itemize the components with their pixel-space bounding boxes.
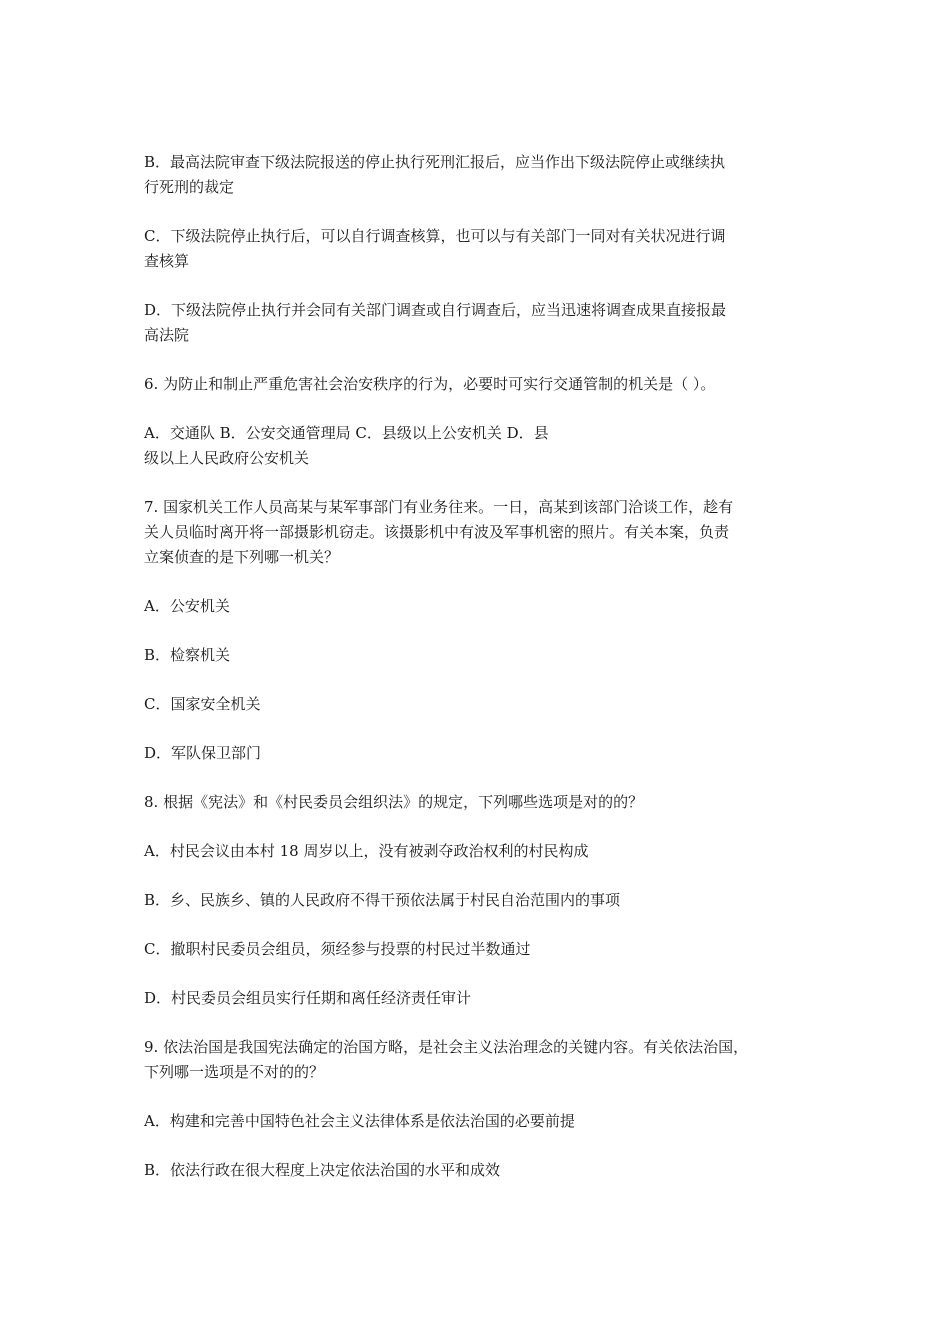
text-line: 级以上人民政府公安机关	[144, 449, 310, 467]
text-line: B．检察机关	[144, 646, 231, 664]
text-line: 6. 为防止和制止严重危害社会治安秩序的行为，必要时可实行交通管制的机关是（ ）。	[144, 375, 716, 393]
paragraph	[144, 1109, 820, 1134]
paragraph	[144, 888, 820, 913]
text-line: D．村民委员会组员实行任期和离任经济责任审计	[144, 989, 472, 1007]
text-line: A．村民会议由本村 18 周岁以上，没有被剥夺政治权利的村民构成	[144, 842, 589, 860]
paragraph	[144, 790, 820, 815]
text-line: 高法院	[144, 326, 190, 344]
text-line: 下列哪一选项是不对的的？	[144, 1063, 325, 1081]
text-line: A．构建和完善中国特色社会主义法律体系是依法治国的必要前提	[144, 1112, 575, 1130]
text-line: 立案侦查的是下列哪一机关？	[144, 548, 340, 566]
paragraph	[144, 224, 820, 274]
text-line: B．最高法院审查下级法院报送的停止执行死刑汇报后，应当作出下级法院停止或继续执	[144, 153, 726, 171]
text-line: 行死刑的裁定	[144, 178, 235, 196]
text-line: 7. 国家机关工作人员高某与某军事部门有业务往来。一日，高某到该部门洽谈工作，趁有	[144, 498, 734, 516]
document-body	[144, 150, 820, 1207]
paragraph	[144, 1035, 820, 1085]
paragraph	[144, 1158, 820, 1183]
paragraph	[144, 643, 820, 668]
text-line: 查核算	[144, 252, 190, 270]
paragraph	[144, 594, 820, 619]
text-line: B．依法行政在很大程度上决定依法治国的水平和成效	[144, 1161, 501, 1179]
text-line: D．军队保卫部门	[144, 744, 262, 762]
paragraph	[144, 372, 820, 397]
text-line: A．公安机关	[144, 597, 230, 615]
text-line: C．撤职村民委员会组员，须经参与投票的村民过半数通过	[144, 940, 531, 958]
paragraph	[144, 495, 820, 570]
text-line: 关人员临时离开将一部摄影机窃走。该摄影机中有波及军事机密的照片。有关本案，负责	[144, 523, 730, 541]
paragraph	[144, 150, 820, 200]
paragraph	[144, 986, 820, 1011]
paragraph	[144, 741, 820, 766]
paragraph	[144, 839, 820, 864]
text-line: 9. 依法治国是我国宪法确定的治国方略，是社会主义法治理念的关键内容。有关依法治国，	[144, 1038, 749, 1056]
text-line: 8. 根据《宪法》和《村民委员会组织法》的规定，下列哪些选项是对的的？	[144, 793, 644, 811]
text-line: D．下级法院停止执行并会同有关部门调查或自行调查后，应当迅速将调查成果直接报最	[144, 301, 727, 319]
text-line: C．国家安全机关	[144, 695, 261, 713]
text-line: A．交通队 B．公安交通管理局 C．县级以上公安机关 D．县	[144, 424, 549, 442]
text-line: B．乡、民族乡、镇的人民政府不得干预依法属于村民自治范围内的事项	[144, 891, 621, 909]
text-line: C．下级法院停止执行后，可以自行调查核算，也可以与有关部门一同对有关状况进行调	[144, 227, 726, 245]
paragraph	[144, 937, 820, 962]
paragraph	[144, 692, 820, 717]
paragraph	[144, 298, 820, 348]
paragraph	[144, 421, 820, 471]
